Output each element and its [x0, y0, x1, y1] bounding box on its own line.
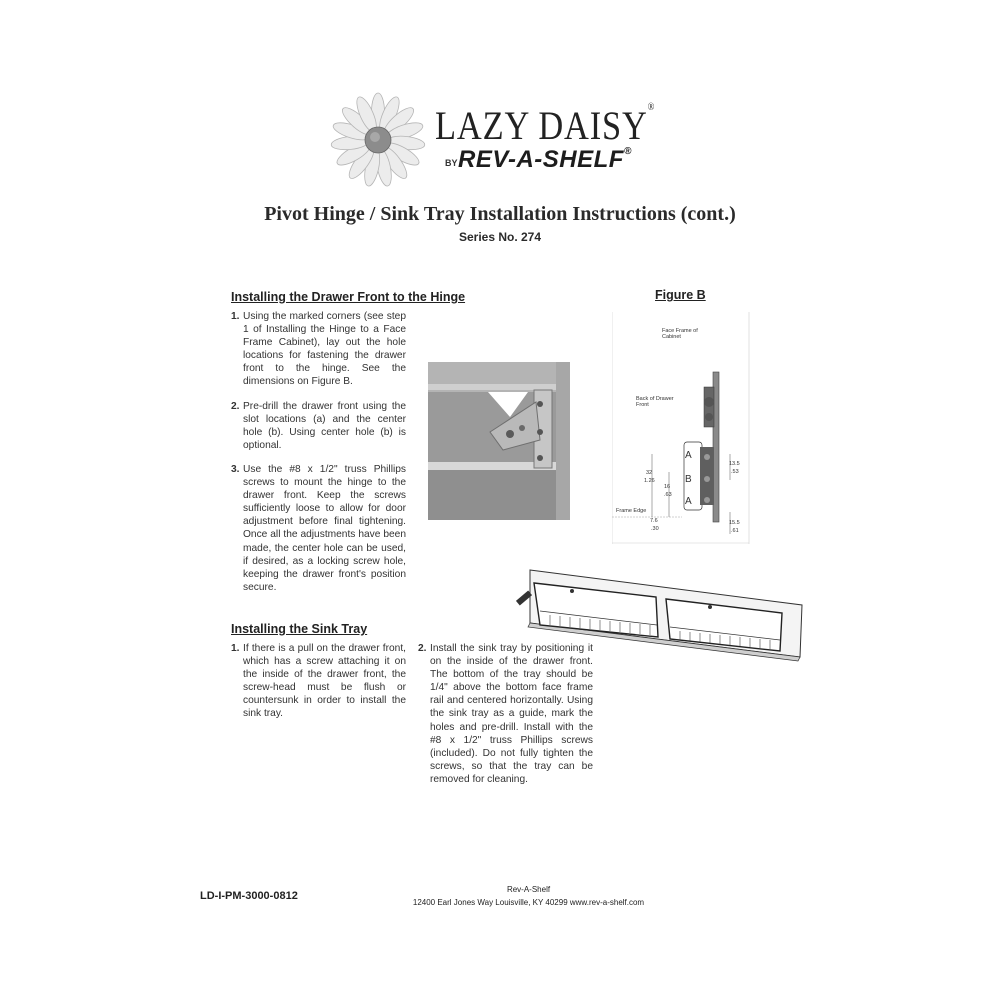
label-back-of-drawer: Back of Drawer Front: [636, 396, 674, 408]
series-number: Series No. 274: [458, 230, 542, 244]
daisy-flower-icon: [328, 92, 428, 187]
dim-30: .30: [651, 526, 659, 532]
document-code: LD-I-PM-3000-0812: [200, 890, 298, 902]
section-heading-drawer-front: Installing the Drawer Front to the Hinge: [231, 290, 466, 304]
dim-13-5: 13.5: [729, 461, 740, 467]
dim-53: .53: [731, 469, 739, 475]
dim-32: 32: [646, 470, 653, 476]
figure-b-heading: Figure B: [655, 288, 706, 302]
footer-company: Rev-A-Shelf: [506, 885, 551, 894]
dim-63: .63: [664, 492, 672, 498]
brand-sub: REV-A-SHELF®: [458, 146, 632, 173]
label-a-bottom: A: [685, 496, 692, 507]
step-3-drawer-front: 3. Use the #8 x 1/2" truss Phillips screws to mount the hinge to the drawer front. Keep the screws sufficiently loose to allow for door adjustment before final tightening. Once all the adjustments have been made, the center hole can be used, if desired, as a locking screw hole, keeping the drawer front's position secure.: [231, 464, 406, 593]
step-1-drawer-front: 1. Using the marked corners (see step 1 of Installing the Hinge to a Face Frame Cabinet), lay out the hole locations for fastening the drawer front to the hinge. See the dimensions on Figure B.: [231, 311, 406, 388]
section-heading-sink-tray: Installing the Sink Tray: [231, 622, 368, 636]
step-2-sink-tray: 2. Install the sink tray by positioning it on the inside of the drawer front. The bottom of the tray should be 1/4" above the bottom face frame rail and centered horizontally. Using the sink tray as a guide, mark the holes and pre-drill. Install with the #8 x 1/2" truss Phillips screws (included). Do not fully tighten the screws, so that the tray can be removed for cleaning.: [418, 643, 593, 785]
dim-15-5: 15.5: [729, 520, 740, 526]
label-a-top: A: [685, 450, 692, 461]
brand-by: BY: [445, 158, 458, 168]
hinge-photo: [428, 362, 570, 520]
dim-61: .61: [731, 528, 739, 534]
page-title: Pivot Hinge / Sink Tray Installation Instructions (cont.): [264, 203, 736, 225]
dim-1-26: 1.26: [644, 478, 655, 484]
label-face-frame: Face Frame of Cabinet: [662, 328, 698, 340]
footer-address: 12400 Earl Jones Way Louisville, KY 40299 www.rev-a-shelf.com: [412, 898, 645, 907]
label-b: B: [685, 474, 692, 485]
step-2-drawer-front: 2. Pre-drill the drawer front using the slot locations (a) and the center hole (b). Using center hole (b) is optional.: [231, 401, 406, 452]
step-1-sink-tray: 1. If there is a pull on the drawer front, which has a screw attaching it on the inside of the drawer front, the screw-head must be flush or countersunk in order to install the sink tray.: [231, 643, 406, 720]
brand-name: LAZY DAISY®: [435, 102, 656, 148]
dim-16: 16: [664, 484, 671, 490]
dim-7-6: 7.6: [650, 518, 658, 524]
brand-logo: [328, 92, 428, 187]
label-frame-edge: Frame Edge: [616, 508, 647, 514]
